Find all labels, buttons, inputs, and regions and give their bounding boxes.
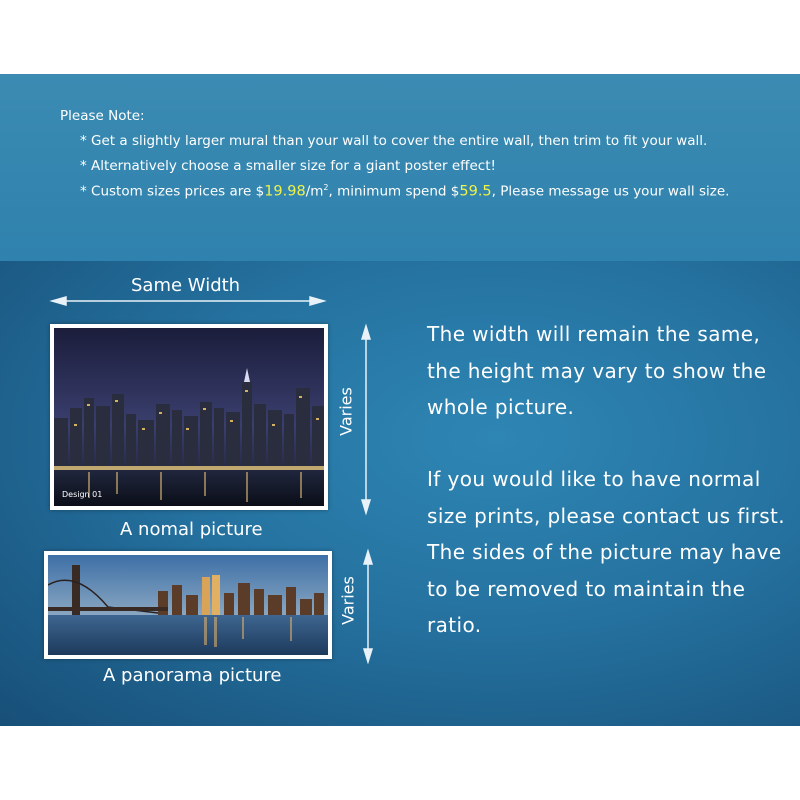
arrow-left-icon xyxy=(52,297,66,305)
text-line: size prints, please contact us first. xyxy=(427,503,786,528)
varies-label-2: Varies xyxy=(338,576,358,625)
note-line-2: * Alternatively choose a smaller size for a giant poster effect! xyxy=(80,158,496,174)
note-panel xyxy=(0,74,800,261)
varies-label-1: Varies xyxy=(336,387,356,436)
text-line: to be removed to maintain the xyxy=(427,576,746,601)
price-prefix: * Custom sizes prices are $ xyxy=(80,183,265,200)
text-line: the height may vary to show the xyxy=(427,358,767,383)
panorama-picture-frame xyxy=(44,551,332,659)
text-line: The width will remain the same, xyxy=(427,322,761,346)
note-line-3 xyxy=(80,183,729,200)
normal-picture-frame xyxy=(50,324,328,510)
width-explanation xyxy=(427,316,766,426)
text-line: whole picture. xyxy=(427,395,575,420)
price-unit-sup: 2 xyxy=(323,183,329,192)
design-tag: Design 01 xyxy=(62,490,103,499)
price-unit: /m xyxy=(305,183,324,200)
price-value: 19.98 xyxy=(264,183,306,200)
note-line-1: * Get a slightly larger mural than your wall to cover the entire wall, then trim to fit your wall. xyxy=(80,133,708,149)
panorama-picture-caption: A panorama picture xyxy=(103,665,282,686)
arrow-down-icon xyxy=(362,500,370,513)
bridge-panorama-image xyxy=(48,555,328,655)
text-line: If you would like to have normal xyxy=(427,467,761,491)
arrow-up-icon-2 xyxy=(364,551,372,564)
min-prefix: , minimum spend $ xyxy=(328,183,460,200)
text-line: ratio. xyxy=(427,613,482,638)
arrow-up-icon xyxy=(362,326,370,339)
note-suffix: , Please message us your wall size. xyxy=(491,183,730,200)
min-value: 59.5 xyxy=(459,183,492,200)
size-explanation-panel xyxy=(0,261,800,726)
note-heading: Please Note: xyxy=(60,108,145,124)
normal-picture-caption: A nomal picture xyxy=(120,519,263,540)
city-night-image xyxy=(54,328,324,506)
normal-size-explanation xyxy=(427,461,785,644)
arrow-right-icon xyxy=(310,297,324,305)
arrow-down-icon-2 xyxy=(364,649,372,662)
same-width-label: Same Width xyxy=(131,275,241,296)
text-line: The sides of the picture may have xyxy=(427,540,782,565)
